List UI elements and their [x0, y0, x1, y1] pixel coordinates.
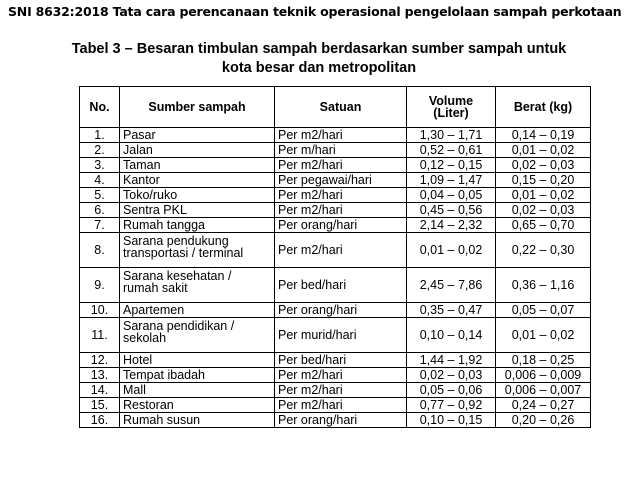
cell-unit: Per orang/hari — [275, 413, 407, 428]
table-title-line-2: kota besar dan metropolitan — [221, 60, 417, 76]
waste-generation-table — [79, 86, 591, 428]
cell-volume: 2,14 – 2,32 — [407, 218, 496, 233]
cell-unit: Per m2/hari — [275, 158, 407, 173]
table-row — [80, 173, 591, 188]
cell-unit: Per m2/hari — [275, 128, 407, 143]
cell-volume: 0,52 – 0,61 — [407, 143, 496, 158]
table-row — [80, 318, 591, 353]
cell-source — [120, 368, 275, 383]
cell-source — [120, 218, 275, 233]
cell-source-line: Pasar — [123, 127, 156, 142]
cell-source-line: transportasi / terminal — [123, 246, 244, 260]
cell-no: 14. — [80, 383, 120, 398]
cell-source — [120, 398, 275, 413]
cell-volume: 0,10 – 0,15 — [407, 413, 496, 428]
header-volume-line-2: (Liter) — [433, 106, 469, 120]
cell-unit: Per orang/hari — [275, 303, 407, 318]
cell-unit: Per orang/hari — [275, 218, 407, 233]
cell-volume: 0,35 – 0,47 — [407, 303, 496, 318]
cell-volume: 0,12 – 0,15 — [407, 158, 496, 173]
table-row — [80, 383, 591, 398]
cell-weight: 0,15 – 0,20 — [496, 173, 591, 188]
header-volume-line-1: Volume — [428, 94, 474, 108]
cell-weight: 0,02 – 0,03 — [496, 203, 591, 218]
table-row — [80, 303, 591, 318]
cell-source-line: Jalan — [123, 142, 153, 157]
cell-source — [120, 353, 275, 368]
cell-unit: Per m2/hari — [275, 203, 407, 218]
cell-volume: 0,10 – 0,14 — [407, 318, 496, 353]
table-header-row — [80, 87, 591, 128]
cell-source-line: rumah sakit — [123, 281, 188, 295]
cell-source-line: Mall — [123, 382, 146, 397]
cell-no: 4. — [80, 173, 120, 188]
cell-volume: 1,09 – 1,47 — [407, 173, 496, 188]
cell-source — [120, 203, 275, 218]
cell-source-line: Toko/ruko — [123, 187, 178, 202]
cell-unit: Per murid/hari — [275, 318, 407, 353]
cell-source — [120, 268, 275, 303]
cell-weight: 0,01 – 0,02 — [496, 143, 591, 158]
cell-weight: 0,01 – 0,02 — [496, 188, 591, 203]
cell-source — [120, 233, 275, 268]
cell-volume: 1,30 – 1,71 — [407, 128, 496, 143]
cell-source — [120, 413, 275, 428]
cell-no: 12. — [80, 353, 120, 368]
table-row — [80, 353, 591, 368]
table-title — [0, 40, 638, 78]
cell-volume: 0,45 – 0,56 — [407, 203, 496, 218]
cell-no: 7. — [80, 218, 120, 233]
cell-no: 8. — [80, 233, 120, 268]
cell-source-line: Sarana pendidikan / — [123, 319, 235, 333]
cell-source-line: Taman — [123, 157, 161, 172]
cell-weight: 0,36 – 1,16 — [496, 268, 591, 303]
table-row — [80, 413, 591, 428]
cell-volume: 0,04 – 0,05 — [407, 188, 496, 203]
cell-weight: 0,006 – 0,007 — [496, 383, 591, 398]
cell-weight: 0,22 – 0,30 — [496, 233, 591, 268]
cell-weight: 0,24 – 0,27 — [496, 398, 591, 413]
cell-no: 1. — [80, 128, 120, 143]
header-volume — [407, 87, 496, 128]
cell-volume: 0,01 – 0,02 — [407, 233, 496, 268]
table-row — [80, 368, 591, 383]
cell-source-line: Sarana kesehatan / — [123, 269, 232, 283]
cell-no: 13. — [80, 368, 120, 383]
cell-volume: 1,44 – 1,92 — [407, 353, 496, 368]
cell-volume: 0,02 – 0,03 — [407, 368, 496, 383]
cell-weight: 0,006 – 0,009 — [496, 368, 591, 383]
cell-source — [120, 158, 275, 173]
table-title-line-1: Tabel 3 – Besaran timbulan sampah berdasarkan sumber sampah untuk — [71, 41, 567, 57]
cell-source — [120, 188, 275, 203]
cell-no: 16. — [80, 413, 120, 428]
cell-source — [120, 173, 275, 188]
cell-unit: Per pegawai/hari — [275, 173, 407, 188]
cell-source — [120, 318, 275, 353]
cell-source-line: Tempat ibadah — [123, 367, 206, 382]
cell-source-line: sekolah — [123, 331, 167, 345]
table-row — [80, 158, 591, 173]
header-source: Sumber sampah — [120, 87, 275, 128]
table-row — [80, 188, 591, 203]
cell-unit: Per m2/hari — [275, 188, 407, 203]
cell-source-line: Apartemen — [123, 302, 185, 317]
cell-no: 11. — [80, 318, 120, 353]
cell-no: 6. — [80, 203, 120, 218]
cell-volume: 2,45 – 7,86 — [407, 268, 496, 303]
cell-source-line: Restoran — [123, 397, 174, 412]
cell-weight: 0,01 – 0,02 — [496, 318, 591, 353]
cell-weight: 0,14 – 0,19 — [496, 128, 591, 143]
cell-weight: 0,18 – 0,25 — [496, 353, 591, 368]
table-row — [80, 268, 591, 303]
cell-unit: Per bed/hari — [275, 268, 407, 303]
cell-weight: 0,05 – 0,07 — [496, 303, 591, 318]
header-weight: Berat (kg) — [496, 87, 591, 128]
cell-no: 10. — [80, 303, 120, 318]
cell-source — [120, 143, 275, 158]
cell-unit: Per m2/hari — [275, 233, 407, 268]
cell-source-line: Rumah tangga — [123, 217, 206, 232]
header-no: No. — [80, 87, 120, 128]
cell-unit: Per m2/hari — [275, 368, 407, 383]
cell-weight: 0,02 – 0,03 — [496, 158, 591, 173]
cell-no: 5. — [80, 188, 120, 203]
cell-no: 9. — [80, 268, 120, 303]
table-body — [80, 128, 591, 428]
table-row — [80, 218, 591, 233]
cell-source-line: Sarana pendukung — [123, 234, 229, 248]
cell-volume: 0,05 – 0,06 — [407, 383, 496, 398]
cell-unit: Per m2/hari — [275, 383, 407, 398]
header-unit: Satuan — [275, 87, 407, 128]
cell-weight: 0,65 – 0,70 — [496, 218, 591, 233]
table-row — [80, 203, 591, 218]
cell-unit: Per m/hari — [275, 143, 407, 158]
document-header: SNI 8632:2018 Tata cara perencanaan teknik operasional pengelolaan sampah perkotaan — [8, 4, 622, 19]
table-row — [80, 143, 591, 158]
cell-no: 2. — [80, 143, 120, 158]
cell-unit: Per bed/hari — [275, 353, 407, 368]
cell-unit: Per m2/hari — [275, 398, 407, 413]
cell-source-line: Hotel — [123, 352, 153, 367]
cell-volume: 0,77 – 0,92 — [407, 398, 496, 413]
cell-source-line: Kantor — [123, 172, 160, 187]
table-row — [80, 128, 591, 143]
table-row — [80, 233, 591, 268]
cell-no: 15. — [80, 398, 120, 413]
cell-source-line: Rumah susun — [123, 412, 201, 427]
cell-source-line: Sentra PKL — [123, 202, 187, 217]
cell-source — [120, 383, 275, 398]
cell-no: 3. — [80, 158, 120, 173]
cell-source — [120, 303, 275, 318]
cell-weight: 0,20 – 0,26 — [496, 413, 591, 428]
cell-source — [120, 128, 275, 143]
table-row — [80, 398, 591, 413]
